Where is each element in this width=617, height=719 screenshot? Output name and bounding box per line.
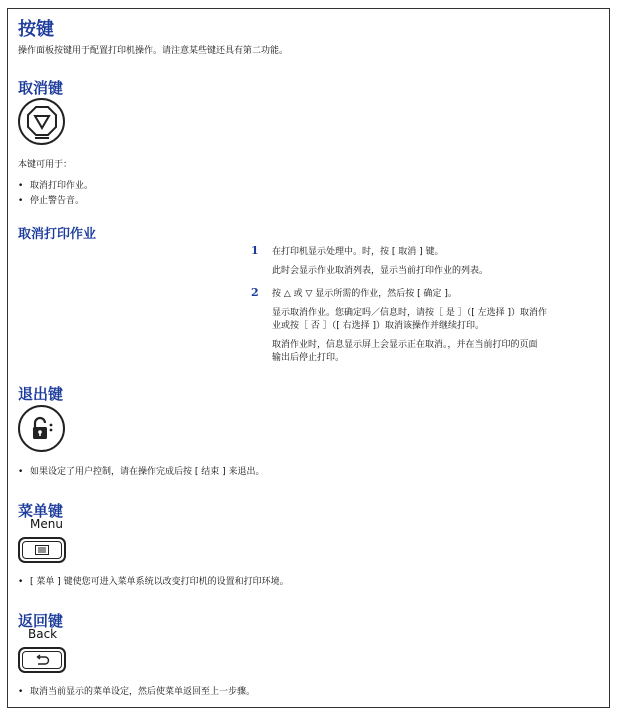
menu-key-heading: 菜单键: [18, 502, 64, 520]
step-2-sub-1: 显示取消作业。您确定吗／信息时，请按［ 是 ］（[ 左选择 ]）取消作: [272, 308, 547, 318]
intro-text: 操作面板按键用于配置打印机操作。请注意某些键还具有第二功能。: [18, 46, 289, 56]
back-bullet: • 取消当前显示的菜单设定，然后使菜单返回至上一步骤。: [18, 686, 255, 699]
back-key-button: [18, 647, 66, 673]
step-2-sub-2: 业或按［ 否 ］（[ 右选择 ]）取消该操作并继续打印。: [272, 321, 484, 331]
logout-key-button: [18, 405, 65, 452]
step-2-text: 按 △ 或 ▽ 显示所需的作业，然后按 [ 确定 ]。: [272, 289, 457, 299]
back-arrow-icon: [34, 654, 50, 666]
cancel-key-heading: 取消键: [18, 79, 64, 97]
menu-key-label: Menu: [30, 517, 63, 531]
back-key-heading: 返回键: [18, 612, 64, 630]
step-1-number: 1: [251, 244, 259, 257]
step-2-number: 2: [251, 286, 259, 299]
menu-key-inner: [22, 541, 62, 559]
menu-key-button: [18, 537, 66, 563]
logout-bullet: • 如果设定了用户控制，请在操作完成后按 [ 结束 ] 来退出。: [18, 466, 264, 479]
cancel-key-button: [18, 98, 65, 145]
cancel-job-subheading: 取消打印作业: [18, 227, 97, 242]
back-key-inner: [22, 651, 62, 669]
logout-key-heading: 退出键: [18, 385, 64, 403]
stop-octagon-icon: [26, 105, 58, 139]
cancel-bullet-2: • 停止警告音。: [18, 195, 84, 208]
cancel-bullet-1: • 取消打印作业。: [18, 180, 93, 193]
unlock-icon: [28, 415, 56, 443]
page-frame: [7, 8, 610, 708]
page-title: 按键: [18, 19, 54, 40]
step-2-sub-4: 输出后停止打印。: [272, 353, 345, 363]
step-1-text: 在打印机显示处理中。时，按 [ 取消 ] 键。: [272, 247, 444, 257]
step-2-sub-3: 取消作业时，信息显示屏上会显示正在取消。，并在当前打印的页面: [272, 340, 538, 350]
menu-bullet: • [ 菜单 ] 键使您可进入菜单系统以改变打印机的设置和打印环境。: [18, 576, 289, 589]
menu-list-icon: [35, 545, 49, 555]
step-1-sub: 此时会显示作业取消列表，显示当前打印作业的列表。: [272, 266, 489, 276]
cancel-used-for: 本键可用于：: [18, 160, 73, 170]
back-key-label: Back: [28, 627, 58, 641]
